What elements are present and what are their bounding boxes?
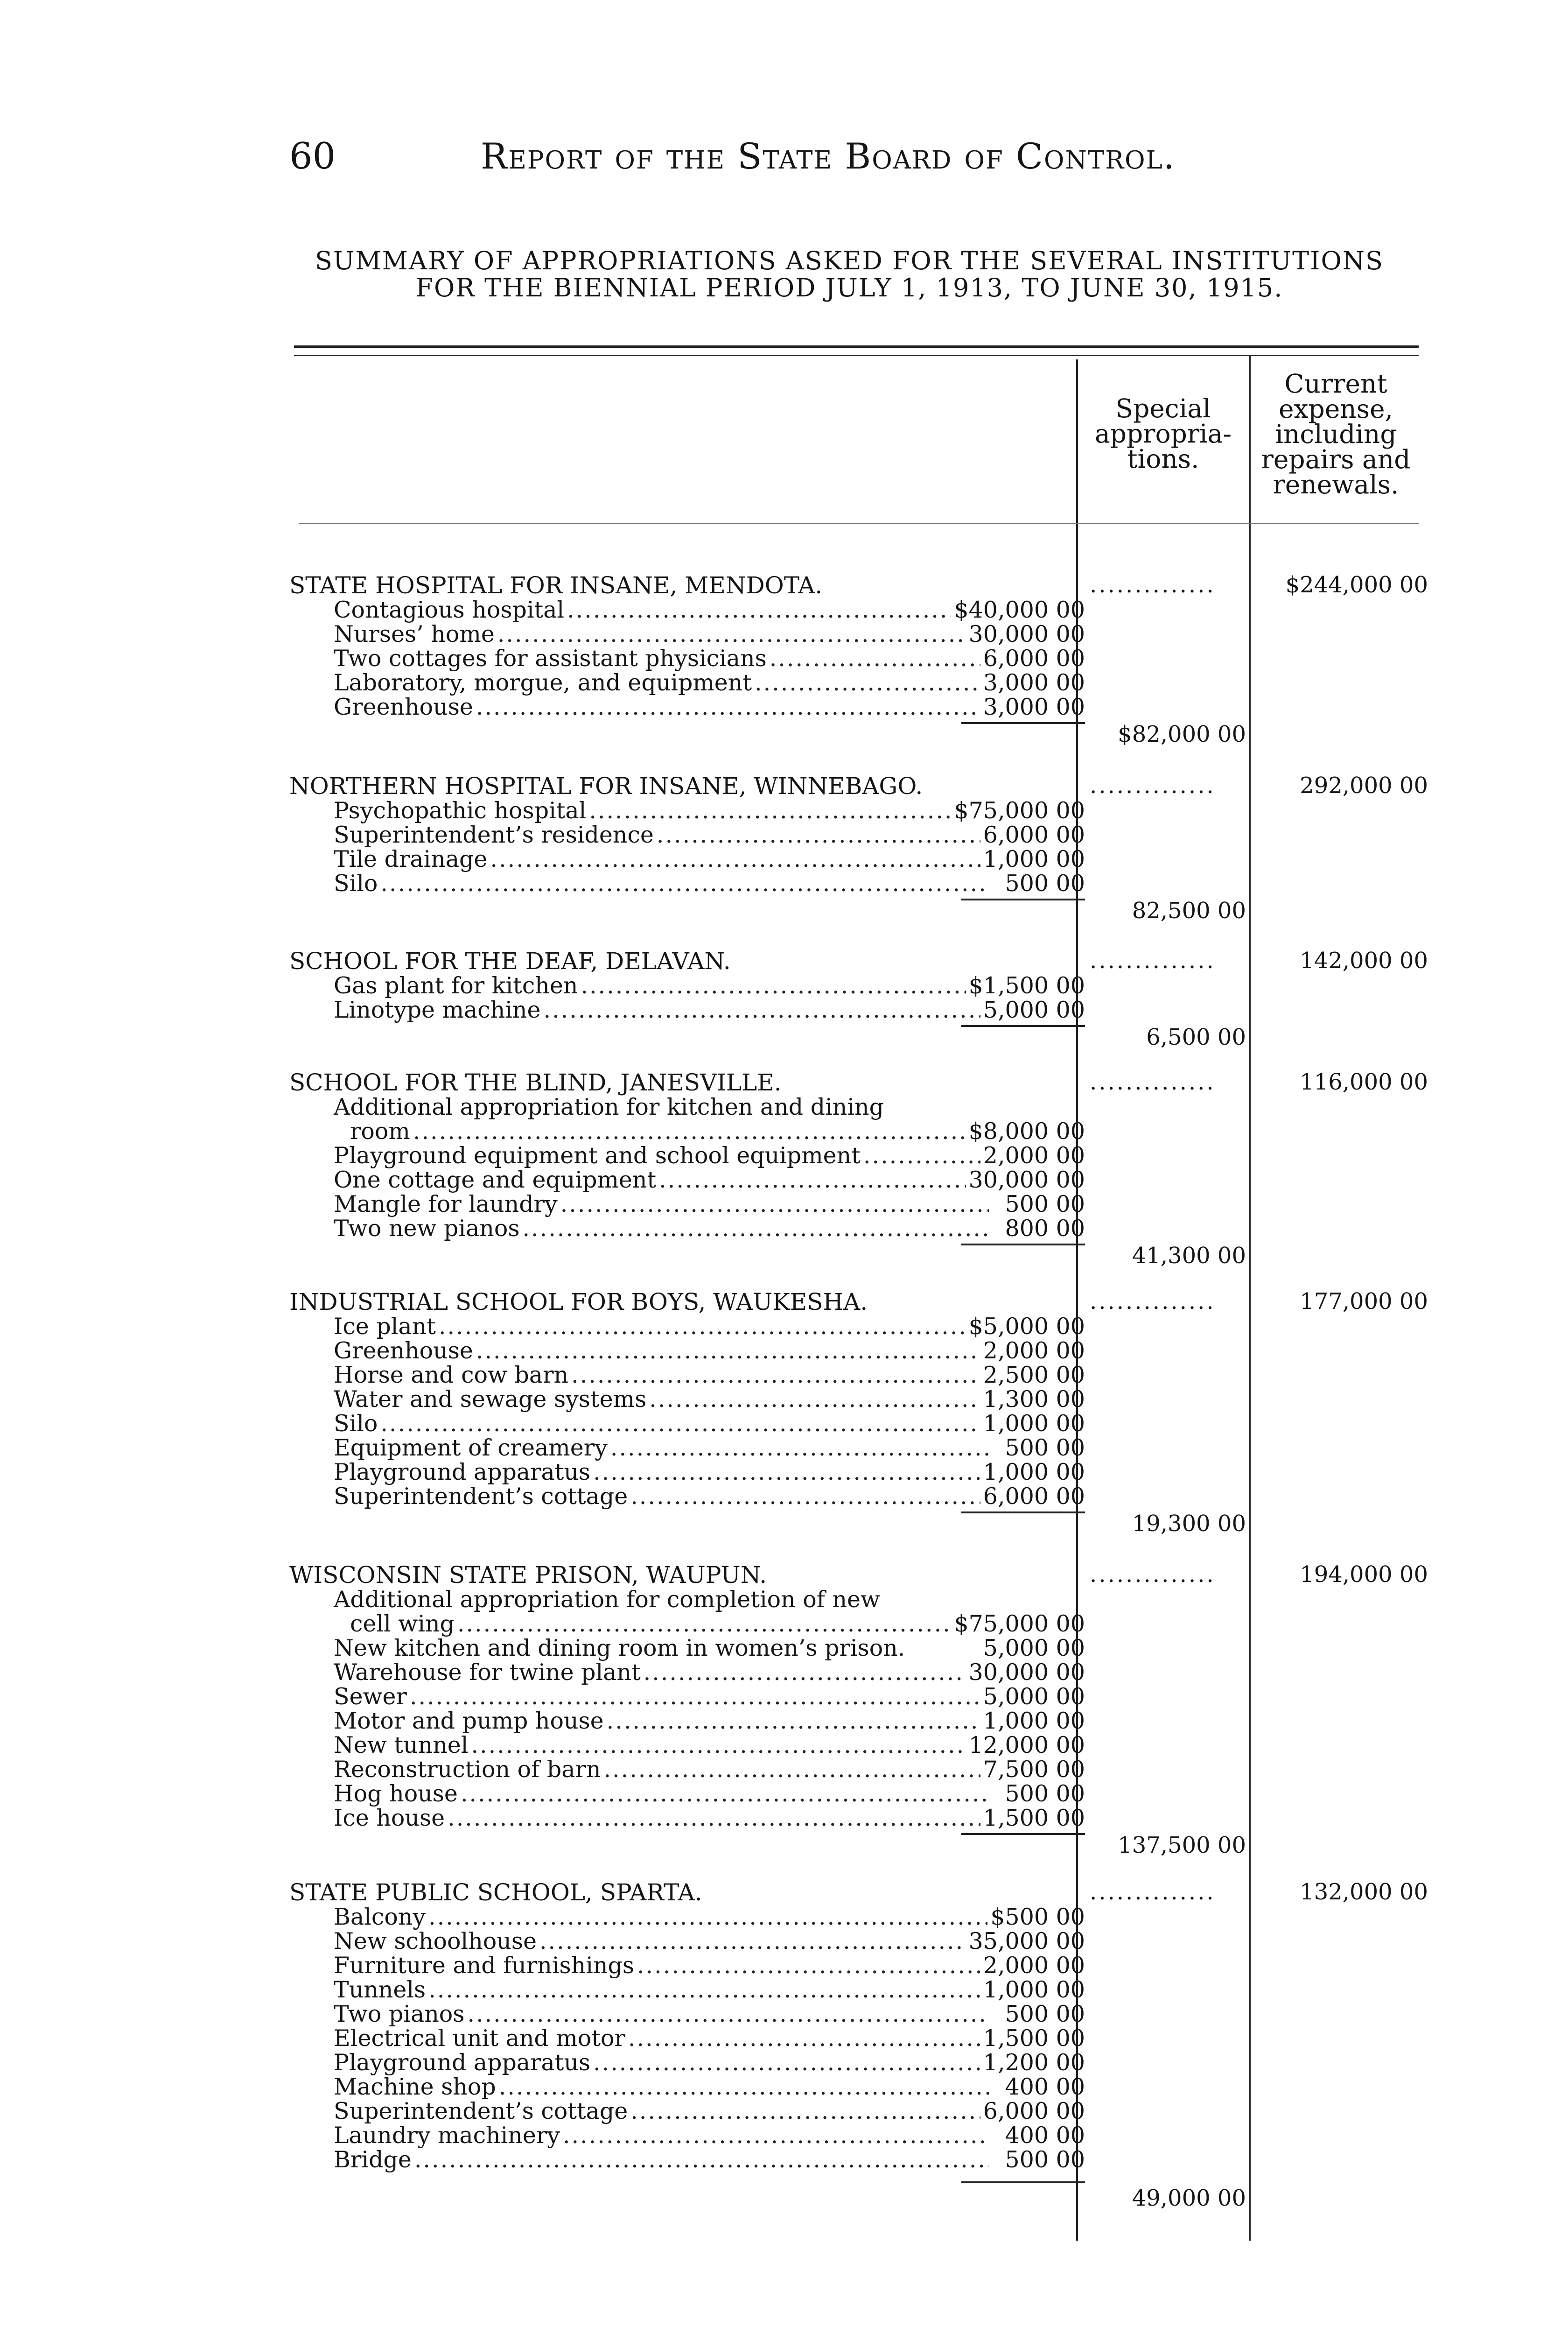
list-item xyxy=(334,622,1085,647)
current-expense-value: $244,000 00 xyxy=(1285,572,1428,598)
list-item xyxy=(334,1168,1085,1192)
item-name: Equipment of creamery xyxy=(334,1434,608,1461)
item-amount: 800 00 xyxy=(1005,1215,1085,1242)
item-amount: 500 00 xyxy=(1005,1434,1085,1461)
item-name: Tile drainage xyxy=(334,846,488,872)
subtotal-rule xyxy=(961,722,1085,724)
list-item xyxy=(350,1612,1085,1636)
list-item xyxy=(334,799,1085,823)
item-name: Reconstruction of barn xyxy=(334,1756,601,1783)
leader-dots: .............. xyxy=(1090,1561,1216,1588)
item-name: New kitchen and dining room in women’s prison. xyxy=(334,1635,905,1661)
current-column-header xyxy=(1253,371,1419,497)
item-amount: 6,000 00 xyxy=(983,1483,1085,1510)
item-amount: $1,500 00 xyxy=(968,972,1085,999)
item-amount: 3,000 00 xyxy=(983,669,1085,696)
current-header-line: expense, xyxy=(1278,394,1393,424)
item-name: Warehouse for twine plant xyxy=(334,1659,641,1686)
institution-section xyxy=(289,948,1428,1055)
item-name: Additional appropriation for kitchen and dining xyxy=(334,1094,884,1120)
subtotal-rule xyxy=(961,1511,1085,1513)
item-name: Nurses’ home xyxy=(334,621,495,647)
item-amount: 6,000 00 xyxy=(983,822,1085,848)
item-amount: 500 00 xyxy=(1005,1780,1085,1807)
leader-dots: .............. xyxy=(1090,1288,1216,1315)
page-header xyxy=(289,135,1419,191)
list-item xyxy=(334,1636,1085,1660)
current-expense-value: 142,000 00 xyxy=(1300,948,1428,974)
list-item xyxy=(334,1660,1085,1685)
item-amount: 400 00 xyxy=(1005,2122,1085,2149)
list-item xyxy=(334,2148,1085,2172)
item-amount: 7,500 00 xyxy=(983,1756,1085,1783)
item-name: Silo xyxy=(334,1410,378,1437)
list-item xyxy=(334,1095,1085,1119)
item-name: Linotype machine xyxy=(334,997,541,1023)
item-amount: 5,000 00 xyxy=(983,1635,1085,1661)
item-amount: 30,000 00 xyxy=(968,621,1085,647)
institution-section xyxy=(289,773,1428,927)
institution-name: SCHOOL FOR THE DEAF, DELAVAN. xyxy=(289,948,731,975)
item-name: One cottage and equipment xyxy=(334,1167,657,1193)
item-name: Sewer xyxy=(334,1683,407,1710)
institution-name: INDUSTRIAL SCHOOL FOR BOYS, WAUKESHA. xyxy=(289,1288,868,1315)
item-name: Playground apparatus xyxy=(334,2049,591,2076)
institution-section xyxy=(289,1561,1428,1860)
item-amount: 5,000 00 xyxy=(983,1683,1085,1710)
item-name: Psychopathic hospital xyxy=(334,797,587,824)
list-item xyxy=(334,823,1085,847)
list-item xyxy=(334,1339,1085,1363)
item-name: Gas plant for kitchen xyxy=(334,972,578,999)
item-name: Ice house xyxy=(334,1805,445,1831)
leader-dots: .............. xyxy=(1090,948,1216,974)
special-total-value: 41,300 00 xyxy=(1132,1243,1246,1269)
list-item xyxy=(334,1216,1085,1241)
current-header-line: repairs and xyxy=(1261,444,1411,474)
item-name: Greenhouse xyxy=(334,694,473,720)
item-amount: 2,000 00 xyxy=(983,1142,1085,1169)
item-name: Furniture and furnishings xyxy=(334,1952,634,1979)
item-name: Machine shop xyxy=(334,2074,496,2100)
institution-section xyxy=(289,1879,1428,2215)
list-item xyxy=(334,1806,1085,1830)
list-item xyxy=(334,1905,1085,1929)
item-amount: 5,000 00 xyxy=(983,997,1085,1023)
page-number: 60 xyxy=(289,135,336,177)
item-name: Playground apparatus xyxy=(334,1459,591,1485)
item-amount: 500 00 xyxy=(1005,2146,1085,2173)
item-amount: 1,000 00 xyxy=(983,1410,1085,1437)
subtotal-rule xyxy=(961,2181,1085,2183)
item-amount: 2,000 00 xyxy=(983,1337,1085,1364)
item-amount: 1,000 00 xyxy=(983,846,1085,872)
list-item xyxy=(334,1315,1085,1339)
list-item xyxy=(334,2026,1085,2051)
item-amount: $75,000 00 xyxy=(954,1610,1085,1637)
current-expense-value: 132,000 00 xyxy=(1300,1879,1428,1905)
item-name: New schoolhouse xyxy=(334,1928,537,1954)
item-name: Laundry machinery xyxy=(334,2122,560,2149)
item-name: Contagious hospital xyxy=(334,597,565,623)
item-name: Laboratory, morgue, and equipment xyxy=(334,669,752,696)
subtotal-rule xyxy=(961,1833,1085,1835)
item-amount: 1,300 00 xyxy=(983,1386,1085,1413)
list-item xyxy=(334,695,1085,719)
list-item xyxy=(334,671,1085,695)
list-item xyxy=(334,2051,1085,2075)
item-amount: 500 00 xyxy=(1005,870,1085,897)
special-total-value: 137,500 00 xyxy=(1118,1832,1246,1858)
table-top-rule xyxy=(294,345,1419,348)
item-amount: 3,000 00 xyxy=(983,694,1085,720)
item-amount: 1,500 00 xyxy=(983,2025,1085,2052)
item-amount: 35,000 00 xyxy=(968,1928,1085,1954)
institution-name: STATE PUBLIC SCHOOL, SPARTA. xyxy=(289,1879,702,1906)
special-total-value: 49,000 00 xyxy=(1132,2185,1246,2211)
list-item xyxy=(334,2123,1085,2148)
institution-name: NORTHERN HOSPITAL FOR INSANE, WINNEBAGO. xyxy=(289,773,923,800)
list-item xyxy=(334,1363,1085,1387)
list-item xyxy=(334,2002,1085,2026)
list-item xyxy=(334,1685,1085,1709)
item-name: Tunnels xyxy=(334,1976,426,2003)
item-amount: 1,200 00 xyxy=(983,2049,1085,2076)
current-header-line: including xyxy=(1275,419,1397,449)
list-item xyxy=(334,1460,1085,1484)
current-expense-value: 194,000 00 xyxy=(1300,1561,1428,1588)
subtotal-rule xyxy=(961,899,1085,900)
list-item xyxy=(334,1782,1085,1806)
item-name: Greenhouse xyxy=(334,1337,473,1364)
item-name: Ice plant xyxy=(334,1313,436,1340)
special-total-value: $82,000 00 xyxy=(1118,721,1246,747)
item-name: Electrical unit and motor xyxy=(334,2025,625,2052)
list-item xyxy=(334,1954,1085,1978)
list-item xyxy=(334,1484,1085,1509)
institution-section xyxy=(289,572,1428,749)
item-amount: 1,000 00 xyxy=(983,1459,1085,1485)
item-name: New tunnel xyxy=(334,1732,469,1758)
list-item xyxy=(334,847,1085,872)
item-amount: $5,000 00 xyxy=(968,1313,1085,1340)
item-amount: 30,000 00 xyxy=(968,1659,1085,1686)
special-total-value: 19,300 00 xyxy=(1132,1511,1246,1537)
item-name: Superintendent’s cottage xyxy=(334,2098,628,2124)
list-item xyxy=(334,998,1085,1022)
item-amount: 1,000 00 xyxy=(983,1708,1085,1734)
current-expense-value: 116,000 00 xyxy=(1300,1069,1428,1095)
list-item xyxy=(334,1758,1085,1782)
leader-dots: .............. xyxy=(1090,773,1216,799)
list-item xyxy=(334,1192,1085,1216)
list-item xyxy=(350,1119,1085,1144)
item-amount: $8,000 00 xyxy=(968,1118,1085,1145)
header-bottom-rule xyxy=(299,523,1419,524)
institution-name: SCHOOL FOR THE BLIND, JANESVILLE. xyxy=(289,1069,782,1096)
item-name: Playground equipment and school equipment xyxy=(334,1142,861,1169)
item-amount: 30,000 00 xyxy=(968,1167,1085,1193)
item-amount: 2,500 00 xyxy=(983,1362,1085,1388)
item-name: room xyxy=(350,1118,410,1145)
item-amount: 6,000 00 xyxy=(983,645,1085,672)
item-name: Additional appropriation for completion of new xyxy=(334,1586,880,1613)
leader-dots: .............. xyxy=(1090,1069,1216,1095)
item-amount: 500 00 xyxy=(1005,1191,1085,1217)
list-item xyxy=(334,872,1085,896)
current-expense-value: 177,000 00 xyxy=(1300,1288,1428,1315)
list-item xyxy=(334,647,1085,671)
summary-title-line-1: SUMMARY OF APPROPRIATIONS ASKED FOR THE SEVERAL INSTITUTIONS xyxy=(315,246,1384,275)
item-name: Silo xyxy=(334,870,378,897)
item-amount: 1,000 00 xyxy=(983,1976,1085,2003)
item-amount: 2,000 00 xyxy=(983,1952,1085,1979)
institution-section xyxy=(289,1069,1428,1274)
list-item xyxy=(334,1144,1085,1168)
list-item xyxy=(334,1709,1085,1733)
summary-title xyxy=(280,247,1419,302)
special-column-header xyxy=(1080,394,1246,474)
list-item xyxy=(334,1588,1085,1612)
item-name: Water and sewage systems xyxy=(334,1386,647,1413)
special-header-line: Special xyxy=(1115,394,1211,423)
special-total-value: 82,500 00 xyxy=(1132,898,1246,924)
item-amount: $75,000 00 xyxy=(954,797,1085,824)
subtotal-rule xyxy=(961,1025,1085,1027)
item-name: Bridge xyxy=(334,2146,412,2173)
current-header-line: renewals. xyxy=(1273,470,1399,499)
special-total-value: 6,500 00 xyxy=(1146,1024,1246,1050)
item-name: Two pianos xyxy=(334,2001,465,2027)
item-amount: 1,500 00 xyxy=(983,1805,1085,1831)
summary-title-line-2: FOR THE BIENNIAL PERIOD JULY 1, 1913, TO JUNE 30, 1915. xyxy=(415,273,1283,302)
item-name: Superintendent’s cottage xyxy=(334,1483,628,1510)
item-amount: 12,000 00 xyxy=(968,1732,1085,1758)
list-item xyxy=(334,1436,1085,1460)
item-amount: $40,000 00 xyxy=(954,597,1085,623)
institution-name: STATE HOSPITAL FOR INSANE, MENDOTA. xyxy=(289,572,823,599)
institution-name: WISCONSIN STATE PRISON, WAUPUN. xyxy=(289,1561,767,1589)
list-item xyxy=(334,1412,1085,1436)
item-name: Superintendent’s residence xyxy=(334,822,654,848)
list-item xyxy=(334,2075,1085,2099)
item-name: Motor and pump house xyxy=(334,1708,604,1734)
item-name: Balcony xyxy=(334,1904,426,1930)
subtotal-rule xyxy=(961,1244,1085,1245)
item-name: cell wing xyxy=(350,1610,455,1637)
list-item xyxy=(334,1733,1085,1758)
special-header-line: tions. xyxy=(1127,444,1199,474)
running-title: Report of the State Board of Control. xyxy=(481,135,1176,177)
item-amount: 400 00 xyxy=(1005,2074,1085,2100)
leader-dots: .............. xyxy=(1090,1879,1216,1905)
item-name: Hog house xyxy=(334,1780,458,1807)
current-expense-value: 292,000 00 xyxy=(1300,773,1428,799)
list-item xyxy=(334,598,1085,622)
item-amount: $500 00 xyxy=(990,1904,1085,1930)
list-item xyxy=(334,974,1085,998)
list-item xyxy=(334,2099,1085,2123)
item-name: Two cottages for assistant physicians xyxy=(334,645,767,672)
current-header-line: Current xyxy=(1284,369,1387,399)
leader-dots: .............. xyxy=(1090,572,1216,598)
item-name: Mangle for laundry xyxy=(334,1191,558,1217)
item-name: Two new pianos xyxy=(334,1215,520,1242)
list-item xyxy=(334,1387,1085,1412)
list-item xyxy=(334,1929,1085,1954)
institution-section xyxy=(289,1288,1428,1540)
item-name: Horse and cow barn xyxy=(334,1362,569,1388)
special-header-line: appropria- xyxy=(1094,419,1232,449)
list-item xyxy=(334,1978,1085,2002)
item-amount: 6,000 00 xyxy=(983,2098,1085,2124)
item-amount: 500 00 xyxy=(1005,2001,1085,2027)
